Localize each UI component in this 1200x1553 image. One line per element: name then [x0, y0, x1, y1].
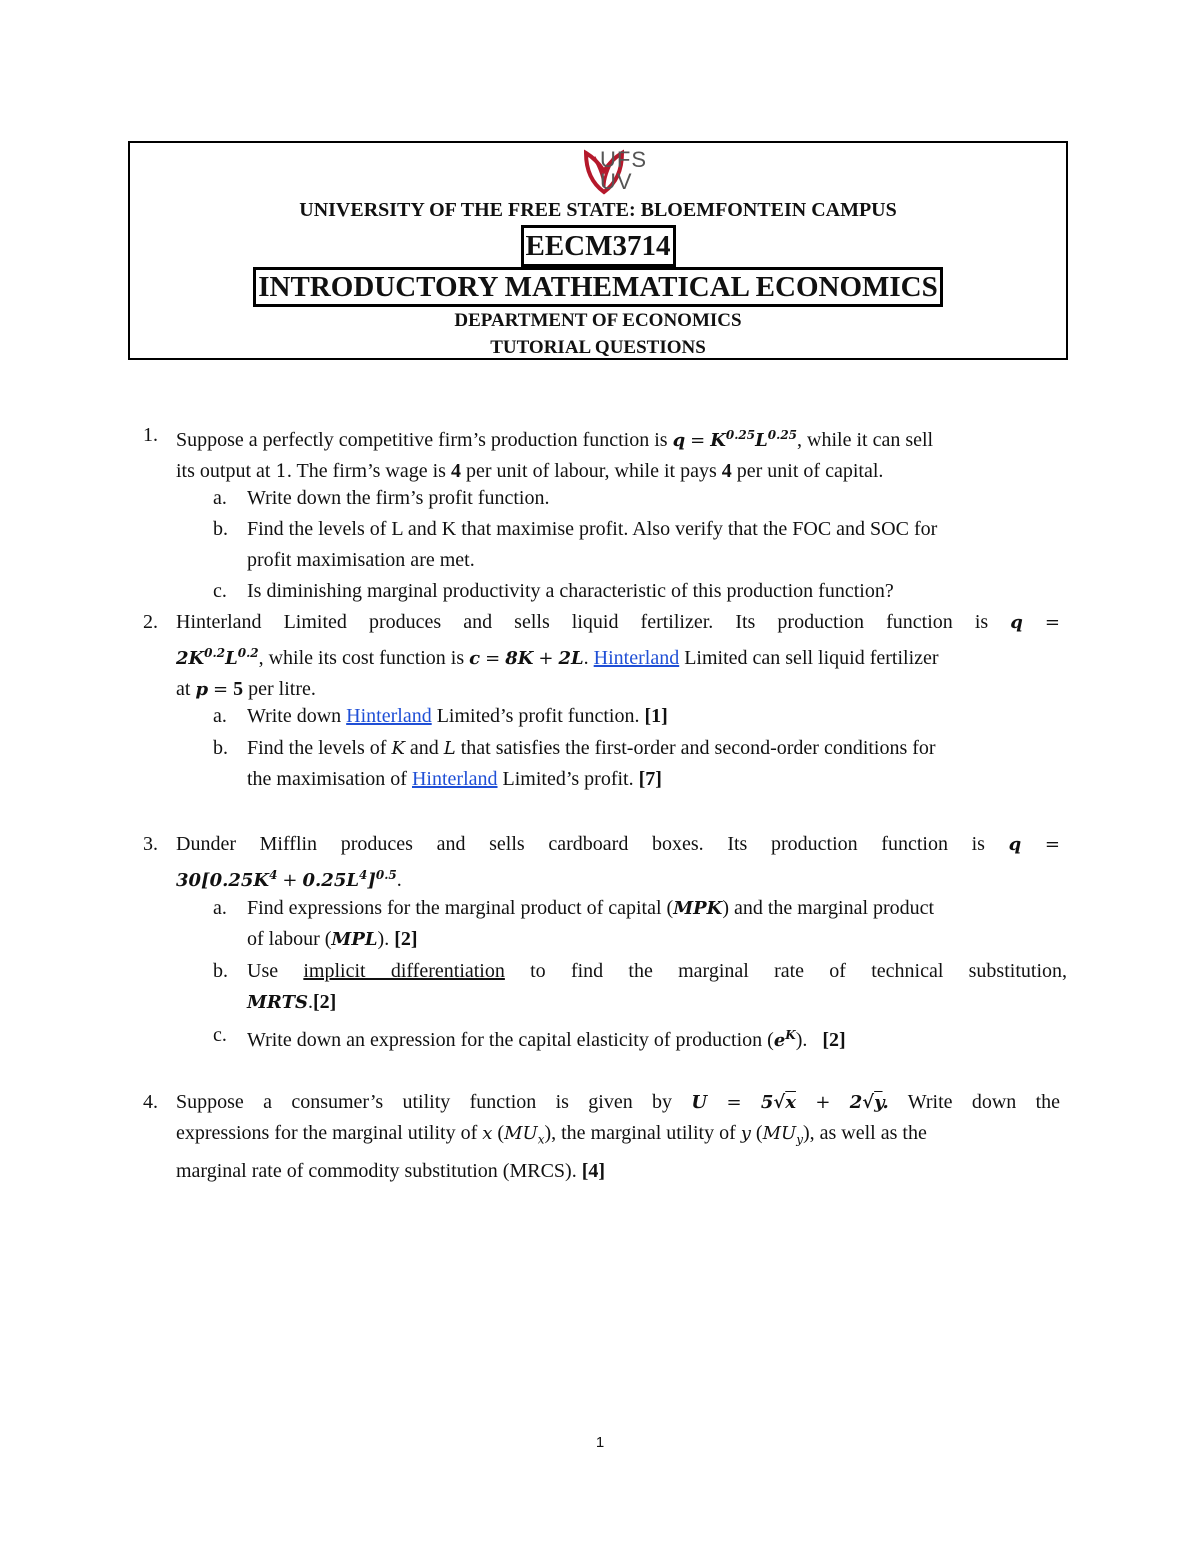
ufs-logo — [554, 149, 654, 197]
question-number: 1. — [143, 424, 158, 446]
question-3c: c. Write down an expression for the capital elasticity of production $(e^K)$. [2] — [213, 1024, 846, 1051]
question-3a: a. Find expressions for the marginal product of capital (MPK) and the marginal product of labour (MPL). [2] — [213, 897, 935, 950]
university-name: UNIVERSITY OF THE FREE STATE: BLOEMFONTEIN CAMPUS — [299, 199, 897, 221]
course-title: INTRODUCTORY MATHEMATICAL ECONOMICS — [253, 267, 942, 307]
page-number: 1 — [595, 1434, 605, 1451]
question-2a: a. Write down Hinterland Limited’s profit function. [1] — [213, 705, 668, 727]
logo-text: UFS UV — [600, 147, 647, 194]
question-3: 3. Dunder Mifflin produces and sells cardboard boxes. Its production function is q = $30[0.25K^4 + 0.25L^4]^{0.5}$. — [143, 833, 1060, 891]
document-type: TUTORIAL QUESTIONS — [490, 337, 706, 358]
question-2b: b. Find the levels of K and L that satisfies the first-order and second-order conditions for the maximisation of Hinterland Limited’s profit. [7] — [213, 737, 936, 790]
department: DEPARTMENT OF ECONOMICS — [454, 310, 742, 331]
hinterland-link[interactable]: Hinterland — [411, 768, 498, 790]
course-code: EECM3714 — [521, 225, 676, 267]
question-1 — [143, 420, 1060, 487]
hinterland-link[interactable]: Hinterland — [593, 647, 680, 669]
title-block — [128, 141, 1068, 360]
question-1c: c. Is diminishing marginal productivity a characteristic of this production function? — [213, 580, 894, 602]
question-1-line-1: Suppose a perfectly competitive firm’s production function is $q = K^{0.25}L^{0.25}$, while it can sell — [176, 428, 934, 451]
question-4: 4. Suppose a consumer’s utility function is given by U = 5√x + 2√y. Write down the expressions for the marginal utility of x $(MU_x)$, the marginal utility of y $(MU_y)$, as well as the marginal rate of commodity substitution (MRCS). [4] — [143, 1091, 1061, 1182]
question-1-line-2: its output at 1. The firm’s wage is 4 per unit of labour, while it pays 4 per unit of capital. — [176, 460, 884, 482]
question-1b: b. Find the levels of L and K that maximise profit. Also verify that the FOC and SOC for profit maximisation are met. — [213, 518, 938, 571]
question-2: 2. Hinterland Limited produces and sells liquid fertilizer. Its production function is q = $2K^{0.2}L^{0.2}$, while its cost function is c = 8K + 2L. Hinterland Limited can sell liquid fertilizer at p = 5 per litre. — [143, 611, 1061, 700]
question-1a: a. Write down the firm’s profit function. — [213, 487, 550, 509]
question-3b: b. Use implicit differentiation to find the marginal rate of technical substitution, MRTS.[2] — [213, 960, 1068, 1013]
hinterland-link[interactable]: Hinterland — [346, 705, 432, 727]
